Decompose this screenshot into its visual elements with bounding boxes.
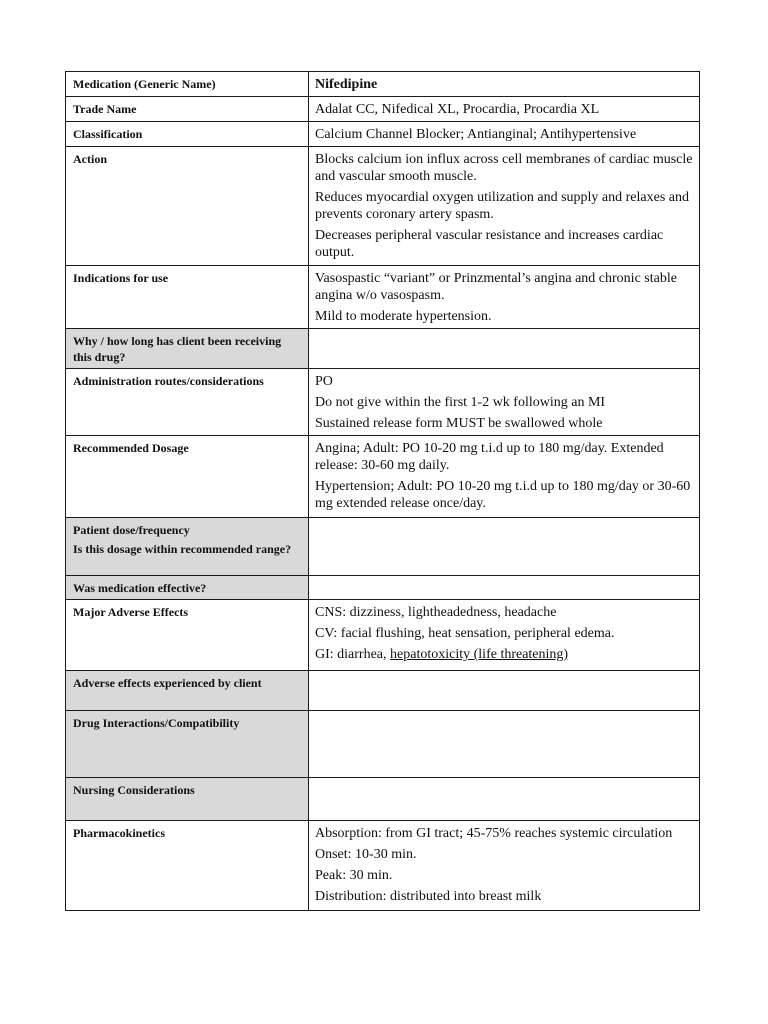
row-indications xyxy=(66,266,700,329)
why-how-long-label-cell xyxy=(66,329,309,369)
nursing-value-cell xyxy=(309,778,700,821)
row-classification xyxy=(66,122,700,147)
action-value-line: Decreases peripheral vascular resistance and increases cardiac output. xyxy=(315,228,664,260)
drug-card-body xyxy=(66,72,700,911)
generic-name-value-cell xyxy=(309,72,700,97)
recommended-dosage-value-line: Hypertension; Adult: PO 10-20 mg t.i.d up to 180 mg/day or 30-60 mg extended release once/day. xyxy=(315,479,691,511)
row-trade-name xyxy=(66,97,700,122)
pharmacokinetics-label-cell xyxy=(66,821,309,911)
classification-value-line: Calcium Channel Blocker; Antianginal; Antihypertensive xyxy=(315,127,637,142)
indications-value-cell xyxy=(309,266,700,329)
administration-label-cell xyxy=(66,369,309,436)
administration-value-line: Sustained release form MUST be swallowed whole xyxy=(315,416,603,431)
classification-label: Classification xyxy=(73,127,143,141)
row-why-how-long xyxy=(66,329,700,369)
adverse-experienced-label: Adverse effects experienced by client xyxy=(73,676,262,690)
pharmacokinetics-label: Pharmacokinetics xyxy=(73,826,165,840)
nursing-label-cell xyxy=(66,778,309,821)
action-value-cell xyxy=(309,147,700,266)
indications-value-line: Vasospastic “variant” or Prinzmental’s angina and chronic stable angina w/o vasospasm. xyxy=(315,271,677,303)
action-label: Action xyxy=(73,152,107,166)
adverse-effects-label-cell xyxy=(66,600,309,671)
effective-label-cell xyxy=(66,576,309,600)
action-value-line: Blocks calcium ion influx across cell membranes of cardiac muscle and vascular smooth muscle. xyxy=(315,152,693,184)
recommended-dosage-value-line: Angina; Adult: PO 10-20 mg t.i.d up to 180 mg/day. Extended release: 30-60 mg daily. xyxy=(315,441,664,473)
patient-dose-label: Patient dose/frequency xyxy=(73,523,190,537)
action-label-cell xyxy=(66,147,309,266)
pharmacokinetics-value-cell xyxy=(309,821,700,911)
indications-value-line: Mild to moderate hypertension. xyxy=(315,309,492,324)
administration-value-line: Do not give within the first 1-2 wk following an MI xyxy=(315,395,606,410)
adverse-effects-value-line: CNS: dizziness, lightheadedness, headache xyxy=(315,605,557,620)
generic-name-label: Medication (Generic Name) xyxy=(73,77,216,91)
adverse-effects-value-cell xyxy=(309,600,700,671)
row-pharmacokinetics xyxy=(66,821,700,911)
adverse-effects-value-underlined: hepatotoxicity (life threatening) xyxy=(390,647,569,662)
indications-label: Indications for use xyxy=(73,271,169,285)
interactions-label: Drug Interactions/Compatibility xyxy=(73,716,240,730)
administration-value-cell xyxy=(309,369,700,436)
indications-label-cell xyxy=(66,266,309,329)
trade-name-value-line: Adalat CC, Nifedical XL, Procardia, Procardia XL xyxy=(315,102,600,117)
recommended-dosage-label: Recommended Dosage xyxy=(73,441,189,455)
pharmacokinetics-value-line: Distribution: distributed into breast milk xyxy=(315,889,542,904)
adverse-effects-label: Major Adverse Effects xyxy=(73,605,189,619)
pharmacokinetics-value-line: Absorption: from GI tract; 45-75% reaches systemic circulation xyxy=(315,826,673,841)
effective-value-cell xyxy=(309,576,700,600)
row-adverse-effects xyxy=(66,600,700,671)
why-how-long-label: Why / how long has client been receiving this drug? xyxy=(73,334,282,364)
row-action xyxy=(66,147,700,266)
pharmacokinetics-value-line: Onset: 10-30 min. xyxy=(315,847,417,862)
interactions-value-cell xyxy=(309,711,700,778)
adverse-effects-value-prefix: GI: diarrhea, xyxy=(315,647,391,662)
recommended-dosage-value-cell xyxy=(309,436,700,518)
trade-name-label-cell xyxy=(66,97,309,122)
row-effective xyxy=(66,576,700,600)
row-adverse-experienced xyxy=(66,671,700,711)
adverse-experienced-label-cell xyxy=(66,671,309,711)
patient-dose-label: Is this dosage within recommended range? xyxy=(73,542,292,556)
pharmacokinetics-value-line: Peak: 30 min. xyxy=(315,868,393,883)
nursing-label: Nursing Considerations xyxy=(73,783,195,797)
recommended-dosage-label-cell xyxy=(66,436,309,518)
row-recommended-dosage xyxy=(66,436,700,518)
classification-label-cell xyxy=(66,122,309,147)
row-administration xyxy=(66,369,700,436)
patient-dose-value-cell xyxy=(309,518,700,576)
trade-name-label: Trade Name xyxy=(73,102,137,116)
patient-dose-label-cell xyxy=(66,518,309,576)
interactions-label-cell xyxy=(66,711,309,778)
adverse-effects-value-line xyxy=(315,646,693,663)
adverse-experienced-value-cell xyxy=(309,671,700,711)
why-how-long-value-cell xyxy=(309,329,700,369)
adverse-effects-value-line: CV: facial flushing, heat sensation, peripheral edema. xyxy=(315,626,615,641)
administration-value-line: PO xyxy=(315,374,333,389)
action-value-line: Reduces myocardial oxygen utilization and supply and relaxes and prevents coronary artery spasm. xyxy=(315,190,690,222)
row-patient-dose xyxy=(66,518,700,576)
drug-card-table xyxy=(65,71,700,911)
classification-value-cell xyxy=(309,122,700,147)
effective-label: Was medication effective? xyxy=(73,581,207,595)
row-nursing xyxy=(66,778,700,821)
administration-label: Administration routes/considerations xyxy=(73,374,264,388)
generic-name-label-cell xyxy=(66,72,309,97)
row-generic-name xyxy=(66,72,700,97)
generic-name-value-line: Nifedipine xyxy=(315,77,378,92)
trade-name-value-cell xyxy=(309,97,700,122)
row-interactions xyxy=(66,711,700,778)
